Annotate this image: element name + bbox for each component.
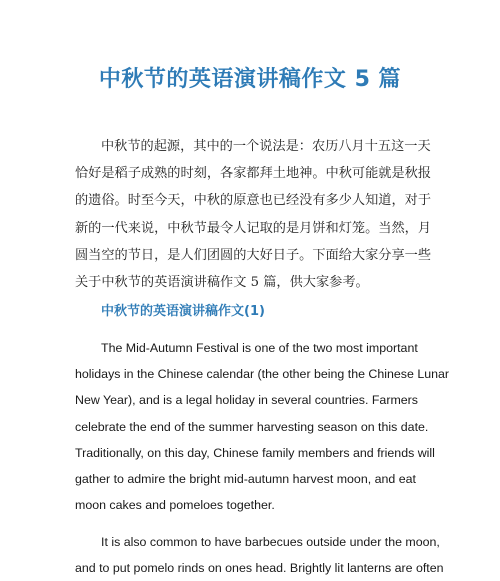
intro-line: 新的一代来说，中秋节最令人记取的是月饼和灯笼。当然，月 xyxy=(75,220,432,236)
english-line: moon cakes and pomeloes together. xyxy=(75,498,275,513)
document-title: 中秋节的英语演讲稿作文 5 篇 xyxy=(98,67,402,92)
english-line: New Year), and is a legal holiday in several countries. Farmers xyxy=(75,393,418,408)
intro-line: 的遗俗。时至今天，中秋的原意也已经没有多少人知道，对于 xyxy=(75,193,432,209)
english-line: holidays in the Chinese calendar (the other being the Chinese Lunar xyxy=(75,367,450,382)
english-line: celebrate the end of the summer harvesting season on this date. xyxy=(75,419,429,434)
intro-line: 恰好是稻子成熟的时刻，各家都拜土地神。中秋可能就是秋报 xyxy=(75,166,432,182)
intro-paragraph xyxy=(75,133,432,296)
intro-line: 关于中秋节的英语演讲稿作文 5 篇，供大家参考。 xyxy=(75,275,369,291)
section-heading: 中秋节的英语演讲稿作文(1) xyxy=(101,304,265,319)
english-line: Traditionally, on this day, Chinese family members and friends will xyxy=(75,445,435,460)
english-line: It is also common to have barbecues outside under the moon, xyxy=(101,535,440,549)
english-line: and to put pomelo rinds on ones head. Brightly lit lanterns are often xyxy=(75,561,444,576)
english-paragraph-2 xyxy=(75,529,444,581)
english-paragraph-1 xyxy=(75,335,450,518)
intro-line: 圆当空的节日，是人们团圆的大好日子。下面给大家分享一些 xyxy=(75,247,432,263)
english-line: gather to admire the bright mid-autumn harvest moon, and eat xyxy=(75,472,416,487)
english-line: The Mid-Autumn Festival is one of the two most important xyxy=(101,341,418,355)
intro-line: 中秋节的起源，其中的一个说法是：农历八月十五这一天 xyxy=(101,139,431,154)
